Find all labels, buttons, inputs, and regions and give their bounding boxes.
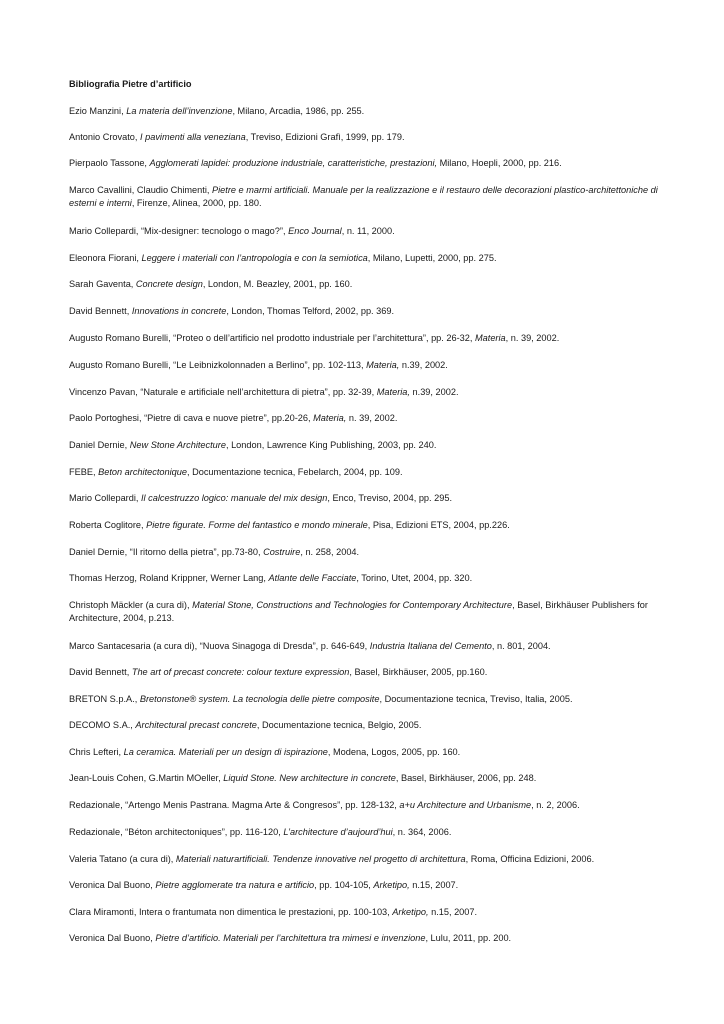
entry-text: , n. 258, 2004.: [300, 547, 360, 557]
entry-text: Paolo Portoghesi, “Pietre di cava e nuove pietre”, pp.20-26,: [69, 413, 314, 423]
entry-text: , Documentazione tecnica, Febelarch, 2004, pp. 109.: [186, 467, 403, 477]
entry-text: , Documentazione tecnica, Treviso, Italia, 2005.: [379, 694, 573, 704]
entry-title-italic: Leggere i materiali con l’antropologia e con la semiotica: [141, 253, 368, 263]
entry-text: , pp. 104-105,: [314, 880, 374, 890]
entry-text: , Milano, Lupetti, 2000, pp. 275.: [367, 253, 497, 263]
entry-title-italic: Materia,: [313, 413, 347, 423]
bibliography-entry: [69, 772, 669, 785]
bibliography-entry: [69, 225, 669, 238]
bibliography-entry: [69, 386, 669, 399]
entry-text: , n. 364, 2006.: [392, 827, 452, 837]
entry-text: Antonio Crovato,: [69, 132, 140, 142]
bibliography-entry: [69, 906, 669, 919]
entry-text: Redazionale, “Béton architectoniques”, pp. 116-120,: [69, 827, 284, 837]
bibliography-entry: [69, 105, 669, 118]
entry-text: Daniel Dernie, “Il ritorno della pietra”, pp.73-80,: [69, 547, 264, 557]
entry-text: David Bennett,: [69, 667, 132, 677]
entry-text: Thomas Herzog, Roland Krippner, Werner Lang,: [69, 573, 269, 583]
entry-title-italic: Bretonstone® system. La tecnologia delle pietre composite: [139, 694, 380, 704]
entry-text: Marco Santacesaria (a cura di), “Nuova Sinagoga di Dresda”, p. 646-649,: [69, 641, 370, 651]
entry-title-italic: Pietre e marmi artificiali. Manuale per la realizzazione e il restauro delle decorazioni plastico-architettoniche di esterni e interni: [69, 185, 658, 209]
bibliography-entry: [69, 853, 669, 866]
entry-title-italic: Concrete design: [135, 279, 203, 289]
entry-text: Veronica Dal Buono,: [69, 933, 156, 943]
bibliography-entry: [69, 184, 669, 210]
entry-text: n. 39, 2002.: [346, 413, 398, 423]
entry-text: , London, M. Beazley, 2001, pp. 160.: [202, 279, 353, 289]
bibliography-entry: [69, 519, 669, 532]
entry-title-italic: Agglomerati lapidei: produzione industriale, caratteristiche, prestazioni,: [149, 158, 438, 168]
bibliography-entry: [69, 359, 669, 372]
entry-text: Chris Lefteri,: [69, 747, 124, 757]
entry-text: Milano, Hoepli, 2000, pp. 216.: [437, 158, 562, 168]
entry-text: , Treviso, Edizioni Grafì, 1999, pp. 179.: [245, 132, 405, 142]
bibliography-entry: [69, 332, 669, 345]
entry-text: , London, Thomas Telford, 2002, pp. 369.: [226, 306, 395, 316]
entry-text: , n. 39, 2002.: [505, 333, 560, 343]
bibliography-entry: [69, 879, 669, 892]
entry-text: Ezio Manzini,: [69, 106, 127, 116]
entry-title-italic: I pavimenti alla veneziana: [140, 132, 246, 142]
entry-text: DECOMO S.A.,: [69, 720, 136, 730]
entry-text: Christoph Mäckler (a cura di),: [69, 600, 193, 610]
entry-title-italic: Liquid Stone. New architecture in concrete: [223, 773, 396, 783]
bibliography-entry: [69, 932, 669, 945]
entry-text: , Torino, Utet, 2004, pp. 320.: [356, 573, 473, 583]
entry-text: David Bennett,: [69, 306, 132, 316]
entry-text: Jean-Louis Cohen, G.Martin MOeller,: [69, 773, 224, 783]
entry-text: BRETON S.p.A.,: [69, 694, 140, 704]
entry-text: , Roma, Officina Edizioni, 2006.: [465, 854, 595, 864]
bibliography-entry: [69, 826, 669, 839]
entry-title-italic: Costruire: [263, 547, 301, 557]
entry-text: , Lulu, 2011, pp. 200.: [425, 933, 512, 943]
entry-title-italic: Arketipo,: [373, 880, 410, 890]
entry-text: Augusto Romano Burelli, “Le Leibnizkolonnaden a Berlino”, pp. 102-113,: [69, 360, 367, 370]
entry-text: , Firenze, Alinea, 2000, pp. 180.: [131, 198, 262, 209]
bibliography-entry: [69, 412, 669, 425]
entry-title-italic: Materia,: [376, 387, 410, 397]
entry-text: Eleonora Fiorani,: [69, 253, 142, 263]
entry-title-italic: Innovations in concrete: [131, 306, 227, 316]
entry-text: , Basel, Birkhäuser, 2006, pp. 248.: [395, 773, 537, 783]
entry-text: , Basel, Birkhäuser Publishers for Architecture, 2004, p.213.: [69, 600, 648, 624]
entry-text: , Pisa, Edizioni ETS, 2004, pp.226.: [367, 520, 510, 530]
bibliography-entry: [69, 599, 669, 625]
entry-text: , Enco, Treviso, 2004, pp. 295.: [327, 493, 453, 503]
entry-text: Sarah Gaventa,: [69, 279, 136, 289]
bibliography-title: Bibliografia Pietre d’artificio: [69, 79, 192, 89]
entry-text: Augusto Romano Burelli, “Proteo o dell’artificio nel prodotto industriale per l’architettura”, pp. 26-32,: [69, 333, 475, 343]
entry-title-italic: Materiali naturartificiali. Tendenze innovative nel progetto di architettura: [175, 854, 466, 864]
entry-text: n.15, 2007.: [428, 907, 478, 917]
entry-text: Mario Collepardi,: [69, 493, 141, 503]
entry-text: Mario Collepardi, “Mix-designer: tecnologo o mago?”,: [69, 226, 289, 236]
bibliography-entry: [69, 799, 669, 812]
entry-title-italic: Pietre figurate. Forme del fantastico e mondo minerale: [146, 520, 368, 530]
entry-title-italic: Il calcestruzzo logico: manuale del mix design: [141, 493, 328, 503]
entry-title-italic: The art of precast concrete: colour texture expression: [131, 667, 350, 677]
entry-title-italic: New Stone Architecture: [129, 440, 226, 450]
entry-text: , Modena, Logos, 2005, pp. 160.: [327, 747, 461, 757]
entry-title-italic: Enco Journal: [288, 226, 342, 236]
entry-text: n.39, 2002.: [399, 360, 448, 370]
bibliography-entry: [69, 131, 669, 144]
entry-title-italic: La ceramica. Materiali per un design di ispirazione: [123, 747, 328, 757]
entry-title-italic: a+u Architecture and Urbanisme: [399, 800, 532, 810]
bibliography-entry: [69, 719, 669, 732]
entry-text: Valeria Tatano (a cura di),: [69, 854, 176, 864]
entry-title-italic: Material Stone, Constructions and Technologies for Contemporary Architecture: [192, 600, 513, 610]
bibliography-entry: [69, 157, 669, 170]
entry-title-italic: Atlante delle Facciate: [268, 573, 357, 583]
bibliography-entry: [69, 746, 669, 759]
entry-title-italic: Architectural precast concrete: [135, 720, 257, 730]
entry-title-italic: La materia dell’invenzione: [126, 106, 233, 116]
entry-title-italic: Materia: [475, 333, 506, 343]
bibliography-entry: [69, 546, 669, 559]
bibliography-entry: [69, 693, 669, 706]
bibliography-entry: [69, 640, 669, 653]
entry-title-italic: Pietre d’artificio. Materiali per l’architettura tra mimesi e invenzione: [155, 933, 426, 943]
entry-text: Marco Cavallini, Claudio Chimenti,: [69, 185, 212, 195]
entry-text: n.39, 2002.: [409, 387, 459, 397]
entry-text: Vincenzo Pavan, “Naturale e artificiale nell’architettura di pietra”, pp. 32-39,: [69, 387, 377, 397]
entry-text: , n. 2, 2006.: [531, 800, 580, 810]
entry-text: , Milano, Arcadia, 1986, pp. 255.: [232, 106, 365, 116]
entry-text: FEBE,: [69, 467, 99, 477]
bibliography-entry: [69, 666, 669, 679]
entry-text: Redazionale, “Artengo Menis Pastrana. Magma Arte & Congresos”, pp. 128-132,: [69, 800, 400, 810]
bibliography-entry: [69, 305, 669, 318]
entry-text: Clara Miramonti, Intera o frantumata non dimentica le prestazioni, pp. 100-103,: [69, 907, 393, 917]
bibliography-entry: [69, 252, 669, 265]
entry-text: Roberta Coglitore,: [69, 520, 147, 530]
entry-title-italic: Materia,: [366, 360, 400, 370]
entry-title-italic: Beton architectonique: [98, 467, 187, 477]
bibliography-entry: [69, 278, 669, 291]
bibliography-entry: [69, 572, 669, 585]
entry-title-italic: Industria Italiana del Cemento: [369, 641, 492, 651]
entry-title-italic: Pietre agglomerate tra natura e artificio: [155, 880, 315, 890]
entry-title-italic: Arketipo,: [392, 907, 429, 917]
entry-text: , n. 11, 2000.: [341, 226, 395, 236]
entry-text: , n. 801, 2004.: [491, 641, 551, 651]
entry-text: Pierpaolo Tassone,: [69, 158, 150, 168]
entry-text: Daniel Dernie,: [69, 440, 130, 450]
entry-text: , Documentazione tecnica, Belgio, 2005.: [256, 720, 422, 730]
bibliography-entry: [69, 466, 669, 479]
entry-title-italic: L’architecture d’aujourd’hui: [283, 827, 393, 837]
entry-text: , London, Lawrence King Publishing, 2003, pp. 240.: [225, 440, 437, 450]
bibliography-entry: [69, 439, 669, 452]
entry-text: , Basel, Birkhäuser, 2005, pp.160.: [349, 667, 488, 677]
entry-text: Veronica Dal Buono,: [69, 880, 156, 890]
bibliography-entry: [69, 492, 669, 505]
entry-text: n.15, 2007.: [409, 880, 459, 890]
